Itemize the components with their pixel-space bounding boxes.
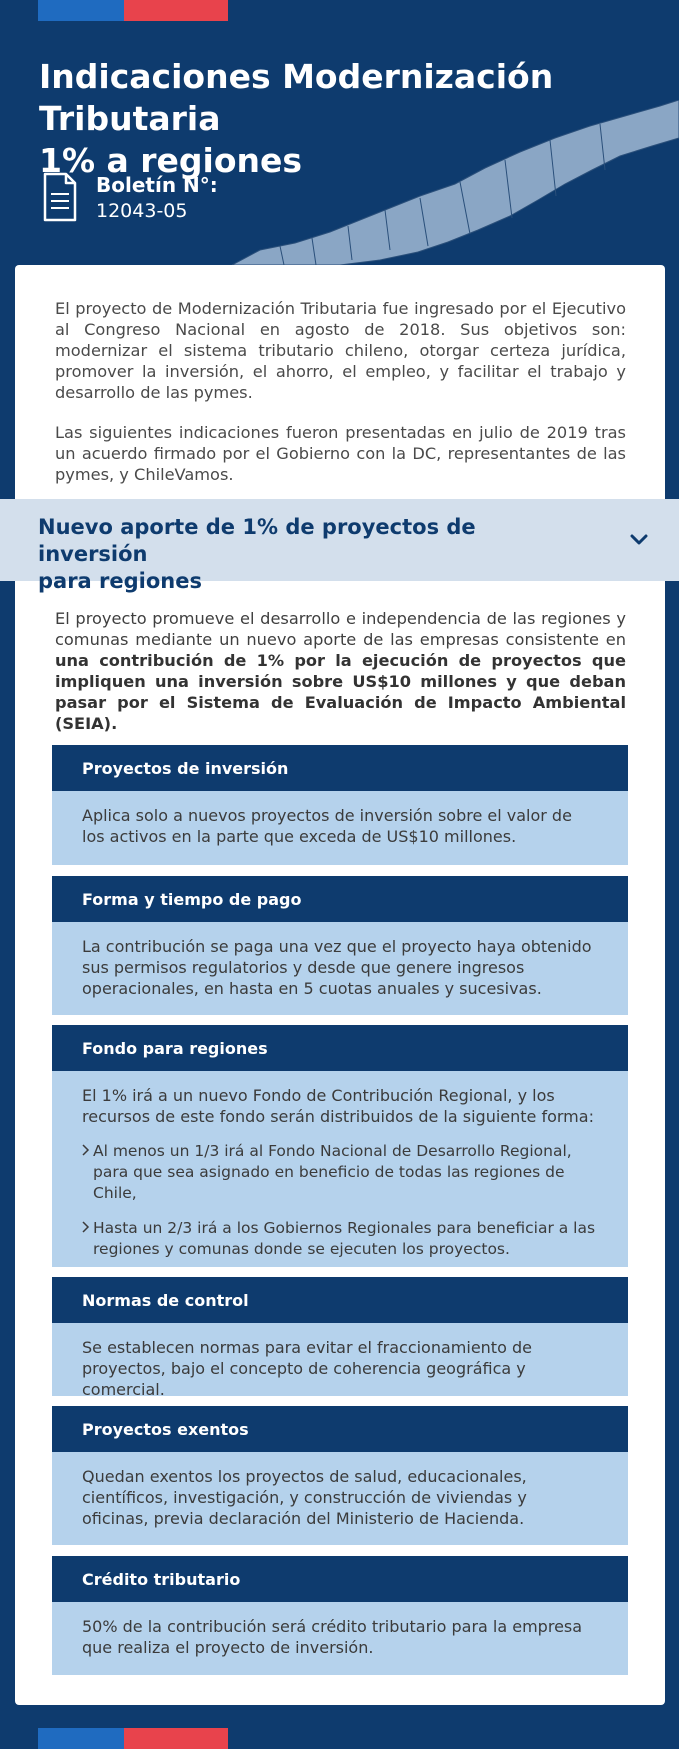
flag-stripe-top [38,0,228,21]
box-text: Se establecen normas para evitar el fraccionamiento de proyectos, bajo el concepto de coherencia geográfica y comercial. [82,1338,532,1399]
intro-paragraph-1: El proyecto de Modernización Tributaria fue ingresado por el Ejecutivo al Congreso Nacional en agosto de 2018. Sus objetivos son: modernizar el sistema tributario chileno, otorgar certeza jurídica, promover la inversión, el ahorro, el empleo, y facilitar el trabajo y desarrollo de las pymes. [55,299,626,402]
box-title: Forma y tiempo de pago [52,876,628,922]
box-body [52,1323,628,1399]
info-box-control-rules [52,1277,628,1399]
section-title-line-1: Nuevo aporte de 1% de proyectos de inversión [38,515,476,566]
list-item-text: Al menos un 1/3 irá al Fondo Nacional de Desarrollo Regional, para que sea asignado en beneficio de todas las regiones de Chile, [93,1142,572,1202]
box-title: Fondo para regiones [52,1025,628,1071]
flag-blue [38,1728,124,1749]
info-box-regional-fund [52,1025,628,1267]
box-body [52,791,628,865]
header [0,0,679,265]
bulletin-info [42,172,218,224]
box-title: Crédito tributario [52,1556,628,1602]
list-item [82,1218,598,1260]
intro-paragraph-2: Las siguientes indicaciones fueron presentadas en julio de 2019 tras un acuerdo firmado por el Gobierno con la DC, representantes de las pymes, y ChileVamos. [55,423,626,484]
intro-text [55,298,626,504]
box-body [52,1071,628,1267]
info-box-payment [52,876,628,1015]
chevron-down-icon[interactable] [627,528,651,552]
box-text: El 1% irá a un nuevo Fondo de Contribución Regional, y los recursos de este fondo serán distribuidos de la siguiente forma: [82,1086,594,1126]
bulletin-number: 12043-05 [96,200,188,222]
list-item-text: Hasta un 2/3 irá a los Gobiernos Regionales para beneficiar a las regiones y comunas donde se ejecuten los proyectos. [93,1219,596,1258]
title-line-2: 1% a regiones [39,141,303,180]
box-body [52,922,628,1015]
flag-blue [38,0,124,21]
box-body [52,1602,628,1675]
box-title: Proyectos de inversión [52,745,628,791]
document-icon [42,172,78,222]
bulletin-label: Boletín N°: [96,173,218,197]
chevron-right-icon [82,1218,93,1260]
box-text: 50% de la contribución será crédito tributario para la empresa que realiza el proyecto de inversión. [82,1617,583,1657]
box-title: Proyectos exentos [52,1406,628,1452]
section-title [38,514,558,595]
flag-stripe-bottom [38,1728,228,1749]
list-item [82,1141,598,1204]
flag-red [124,1728,228,1749]
box-text: Quedan exentos los proyectos de salud, educacionales, científicos, investigación, y construcción de viviendas y oficinas, previa declaración del Ministerio de Hacienda. [82,1467,527,1528]
title-line-1: Indicaciones Modernización Tributaria [39,57,554,138]
box-text: Aplica solo a nuevos proyectos de inversión sobre el valor de los activos en la parte que exceda de US$10 millones. [82,806,572,846]
chevron-right-icon [82,1141,93,1204]
bulletin-text [96,172,218,224]
box-text: La contribución se paga una vez que el proyecto haya obtenido sus permisos regulatorios y desde que genere ingresos operacionales, en hasta en 5 cuotas anuales y sucesivas. [82,937,592,998]
flag-red [124,0,228,21]
info-box-tax-credit [52,1556,628,1675]
info-box-investment-projects [52,745,628,865]
lead-text: El proyecto promueve el desarrollo e independencia de las regiones y comunas mediante un nuevo aporte de las empresas consistente en [55,609,626,649]
section-lead [55,608,626,734]
box-title: Normas de control [52,1277,628,1323]
section-title-line-2: para regiones [38,569,202,593]
lead-bold-text: una contribución de 1% por la ejecución de proyectos que impliquen una inversión sobre US$10 millones y que deban pasar por el Sistema de Evaluación de Impacto Ambiental (SEIA). [55,651,626,733]
page-title [39,56,639,182]
info-box-exempt-projects [52,1406,628,1545]
accordion-header[interactable] [0,499,679,593]
box-body [52,1452,628,1545]
